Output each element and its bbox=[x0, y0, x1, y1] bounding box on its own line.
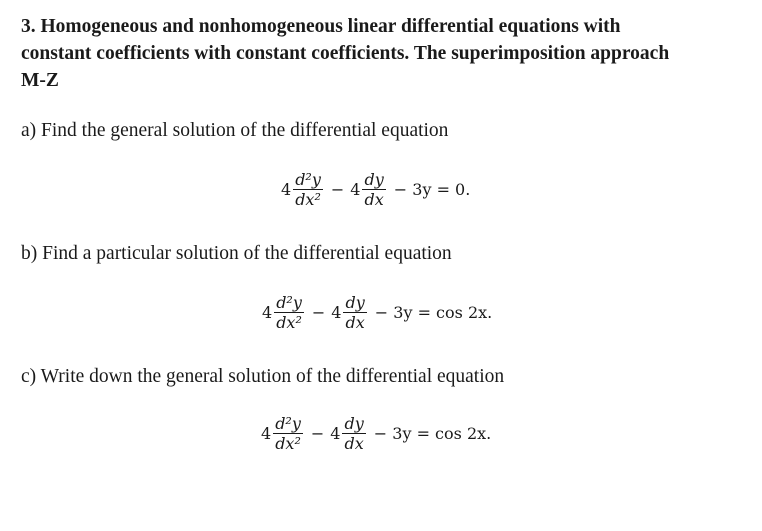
equation-remainder: − 3y = cos 2x. bbox=[374, 303, 493, 322]
fraction-denominator: dx² bbox=[275, 434, 301, 453]
fraction-numerator: dy bbox=[344, 414, 364, 433]
minus-operator: − bbox=[310, 424, 325, 443]
equation-remainder: − 3y = 0. bbox=[393, 180, 471, 199]
part-a-equation bbox=[281, 170, 470, 209]
second-derivative-fraction bbox=[273, 414, 303, 453]
second-derivative-fraction bbox=[274, 293, 304, 332]
fraction-numerator: dy bbox=[345, 293, 365, 312]
heading-line-1: 3. Homogeneous and nonhomogeneous linear differential equations with bbox=[21, 16, 621, 37]
fraction-numerator: dy bbox=[364, 170, 384, 189]
coefficient: 4 bbox=[261, 424, 272, 443]
first-derivative-fraction bbox=[362, 170, 385, 209]
problem-heading bbox=[21, 13, 751, 94]
first-derivative-fraction bbox=[342, 414, 365, 453]
part-b-prompt: b) Find a particular solution of the differential equation bbox=[21, 243, 452, 264]
second-derivative-fraction bbox=[293, 170, 323, 209]
coefficient: 4 bbox=[350, 180, 361, 199]
first-derivative-fraction bbox=[343, 293, 366, 332]
part-b-equation bbox=[262, 293, 492, 332]
heading-line-3: M-Z bbox=[21, 70, 59, 91]
fraction-denominator: dx bbox=[364, 190, 384, 209]
coefficient: 4 bbox=[331, 303, 342, 322]
fraction-denominator: dx bbox=[344, 434, 364, 453]
fraction-numerator: d²y bbox=[275, 414, 301, 433]
fraction-numerator: d²y bbox=[295, 170, 321, 189]
coefficient: 4 bbox=[330, 424, 341, 443]
part-a-prompt: a) Find the general solution of the differential equation bbox=[21, 120, 449, 141]
fraction-denominator: dx bbox=[345, 313, 365, 332]
coefficient: 4 bbox=[262, 303, 273, 322]
fraction-numerator: d²y bbox=[276, 293, 302, 312]
equation-remainder: − 3y = cos 2x. bbox=[373, 424, 492, 443]
part-c-equation bbox=[261, 414, 491, 453]
minus-operator: − bbox=[330, 180, 345, 199]
fraction-denominator: dx² bbox=[276, 313, 302, 332]
minus-operator: − bbox=[311, 303, 326, 322]
heading-line-2: constant coefficients with constant coefficients. The superimposition approach bbox=[21, 43, 670, 64]
part-c-prompt: c) Write down the general solution of the differential equation bbox=[21, 366, 505, 387]
coefficient: 4 bbox=[281, 180, 292, 199]
fraction-denominator: dx² bbox=[295, 190, 321, 209]
